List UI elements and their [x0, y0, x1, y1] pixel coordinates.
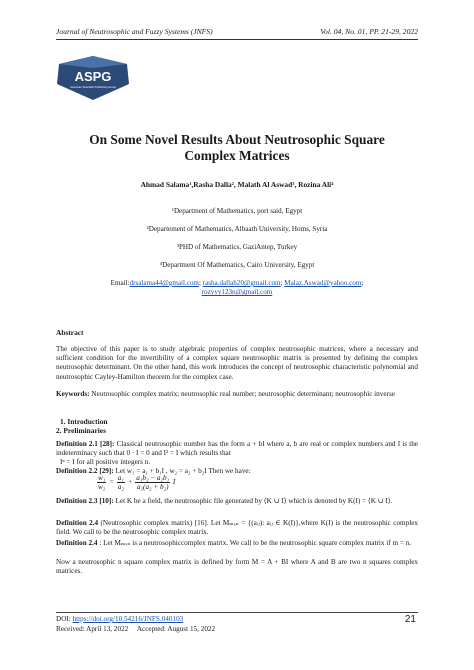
- division-formula: $\frac{\text{w₁}}{\text{w₂}}$ = $\frac{\text{a₁}}{\text{a₂}}$ + $\frac{\text{a₁b₂ − a₂b₁}}{\text{a₂(a₂ + b₂)}}$ I: [98, 474, 176, 491]
- received-accepted: Received: April 13, 2022 Accepted: August 15, 2022: [56, 625, 216, 633]
- email-link-1[interactable]: drsalama44@gmail.com: [129, 279, 199, 287]
- running-header: [56, 27, 418, 36]
- authors: Ahmad Salama¹,Rasha Dalla², Malath Al Aswad³, Rozina Ali⁴: [140, 180, 334, 189]
- definition-2-3: Definition 2.3 [10]: Let K be a field, the neutrosophic file generated by ⟨K ∪ I⟩ which is denoted by K(I) = ⟨K ∪ I⟩.: [56, 497, 393, 505]
- email-block: Email:drsalama44@gmail.com; rasha.dallah20@gmail.com; Malaz.Aswad@yahoo.com; rozyyy123n@gmail.com: [110, 279, 364, 297]
- section-preliminaries: 2. Preliminaries: [56, 426, 106, 435]
- definition-2-1-equation: Iⁿ = I for all positive integers n.: [60, 458, 151, 466]
- email-link-4[interactable]: rozyyy123n@gmail.com: [201, 288, 273, 297]
- keywords: Keywords: Neutrosophic complex matrix; neutrosophic real number; neutrosophic determinant; neutrosophic inverse: [56, 390, 395, 398]
- definition-2-4-matrix: Definition 2.4 (Neutrosophic complex matrix) [16]. Let Mₘₓₙ = {(aᵢⱼ): aᵢⱼ ∈ K(I)},where K(I) is the neutrosophic complex field. We call to be the neutrosophic complex matrix.: [56, 519, 419, 537]
- definition-2-4-square: Definition 2.4 : Let Mₘₓₙ is a neutrosophiccomplex matrix. We call to be the neutrosophic square complex matrix if m = n.: [56, 539, 412, 547]
- paper-title: On Some Novel Results About Neutrosophic Square Complex Matrices: [89, 132, 385, 163]
- email-link-2[interactable]: rasha.dallah20@gmail.com: [202, 279, 281, 287]
- email-link-3[interactable]: Malaz.Aswad@yahoo.com: [284, 279, 362, 287]
- affiliation-4: ⁴Department Of Mathematics, Cairo University, Egypt: [159, 261, 315, 269]
- abstract-heading: Abstract: [56, 328, 84, 337]
- aspg-logo: [53, 54, 133, 102]
- definition-2-1: Definition 2.1 [28]: Classical neutrosophic number has the form a + bI where a, b are real or complex numbers and I is the indeterminacy such that 0 · I = 0 and I² = I which results that: [56, 440, 418, 458]
- abstract-text: The objective of this paper is to study algebraic properties of complex neutrosophic matrices, where a necessary and sufficient condition for the invertibility of a complex square neutrosophic matrix is presented by defining the complex neutrosophic determinant. On the other hand, this work introduces the concept of neutrosophic characteristic polynomial and neutrosophic Cayley-Hamilton theorem for the complex case.: [56, 345, 418, 381]
- affiliation-1: ¹Department of Mathematics, port said, Egypt: [171, 207, 303, 215]
- header-divider: [56, 39, 418, 40]
- doi-line: DOI: https://doi.org/10.54216/JNFS.040103: [56, 615, 184, 623]
- issue-info: Vol. 04, No. 01, PP. 21-29, 2022: [320, 27, 418, 36]
- journal-name: Journal of Neutrosophic and Fuzzy Systems (JNFS): [56, 27, 213, 36]
- page-number: 21: [404, 614, 416, 625]
- affiliation-3: ³PHD of Mathematics, GaziAntep, Turkey: [176, 243, 298, 251]
- section-introduction: 1. Introduction: [60, 417, 108, 426]
- doi-link[interactable]: https://doi.org/10.54216/JNFS.040103: [72, 615, 184, 623]
- footer-divider: [56, 612, 418, 613]
- square-matrix-form: Now a neutrosophic n square complex matrix is defined by form M = A + BI where A and B are two n squares complex matrices.: [56, 558, 418, 576]
- logo-name: ASPG: [74, 69, 112, 84]
- definition-2-2: Definition 2.2 [29]: Let w₁ = a₁ + b₁I , w₂ = a₂ + b₂I Then we have:: [56, 467, 251, 475]
- logo-subtitle: American Scientific Publishing Group: [69, 85, 117, 89]
- affiliation-2: ²Departement of Mathematics, Albaath University, Homs, Syria: [146, 225, 328, 233]
